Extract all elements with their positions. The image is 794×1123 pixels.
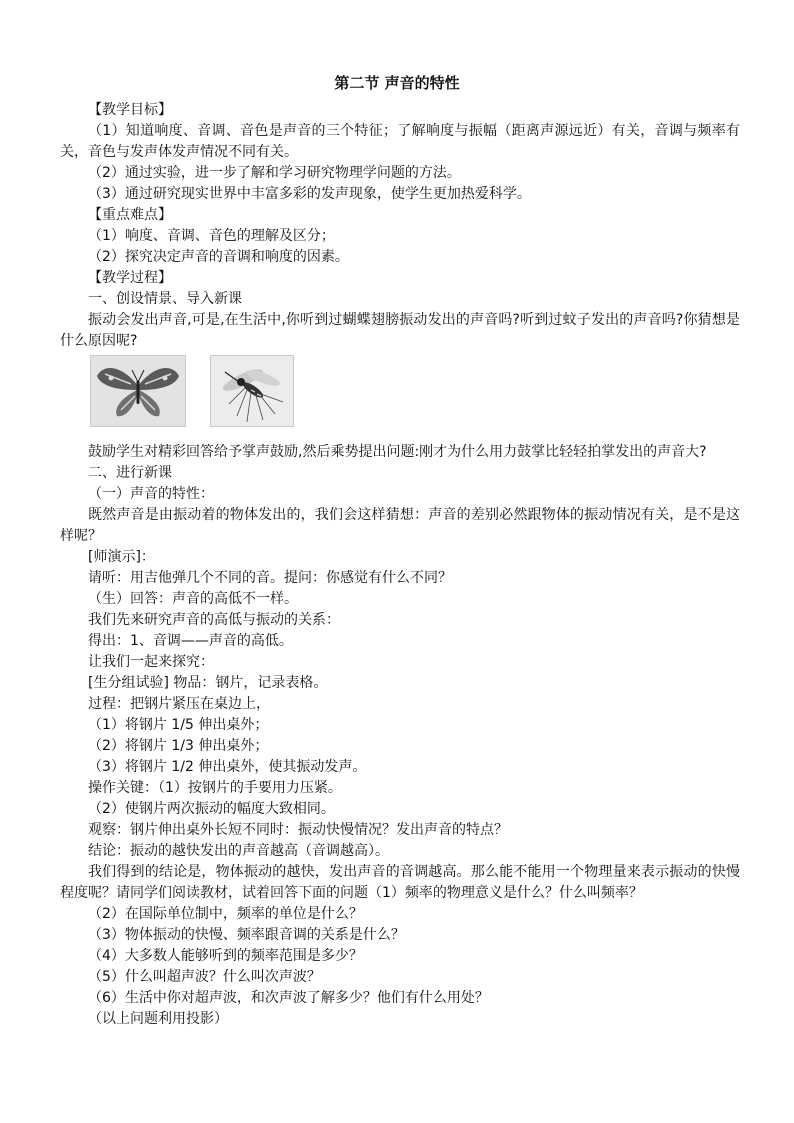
- butterfly-illustration: [91, 356, 185, 426]
- mosquito-illustration: [211, 356, 293, 426]
- paragraph: （2）将钢片 1/3 伸出桌外；: [88, 738, 269, 754]
- paragraph: 鼓励学生对精彩回答给予掌声鼓励,然后乘势提出问题:刚才为什么用力鼓掌比轻轻拍掌发出的声音大?: [88, 444, 707, 460]
- paragraph: （2）在国际单位制中，频率的单位是什么？: [88, 906, 363, 922]
- paragraph: （2）使钢片两次振动的幅度大致相同。: [88, 801, 335, 817]
- paragraph: 操作关键：（1）按钢片的手要用力压紧。: [88, 780, 342, 796]
- paragraph: 过程：把钢片紧压在桌边上，: [88, 696, 270, 712]
- paragraph: （3）物体振动的快慢、频率跟音调的关系是什么？: [88, 927, 405, 943]
- image-row: [60, 355, 740, 433]
- mosquito-photo: [210, 355, 294, 427]
- document-body: [60, 100, 740, 1030]
- paragraph: （2）通过实验，进一步了解和学习研究物理学问题的方法。: [88, 165, 461, 181]
- paragraph: （以上问题利用投影）: [88, 1011, 228, 1027]
- paragraph: 【教学目标】: [88, 102, 172, 118]
- paragraph: （一）声音的特性：: [88, 486, 214, 502]
- paragraph: （1）知道响度、音调、音色是声音的三个特征；了解响度与振幅（距离声源远近）有关，音调与频率有关，音色与发声体发声情况不同有关。: [60, 123, 740, 160]
- paragraph: （3）通过研究现实世界中丰富多彩的发声现象，使学生更加热爱科学。: [88, 186, 531, 202]
- paragraph: （生）回答：声音的高低不一样。: [88, 591, 298, 607]
- paragraph: 观察：钢片伸出桌外长短不同时：振动快慢情况？发出声音的特点？: [88, 822, 508, 838]
- paragraph: 既然声音是由振动着的物体发出的，我们会这样猜想：声音的差别必然跟物体的振动情况有关，是不是这样呢？: [60, 507, 740, 544]
- paragraph: （1）响度、音调、音色的理解及区分；: [88, 228, 335, 244]
- paragraph-group-main: [60, 442, 740, 1030]
- paragraph: （1）将钢片 1/5 伸出桌外；: [88, 717, 269, 733]
- paragraph: （5）什么叫超声波？什么叫次声波？: [88, 969, 321, 985]
- paragraph: 得出：1、音调——声音的高低。: [88, 633, 293, 649]
- paragraph: 二、进行新课: [88, 465, 172, 481]
- paragraph: （6）生活中你对超声波，和次声波了解多少？他们有什么用处？: [88, 990, 489, 1006]
- paragraph: 我们先来研究声音的高低与振动的关系：: [88, 612, 340, 628]
- paragraph: （3）将钢片 1/2 伸出桌外，使其振动发声。: [88, 759, 367, 775]
- paragraph: 我们得到的结论是，物体振动的越快，发出声音的音调越高。那么能不能用一个物理量来表示振动的快慢程度呢？请同学们阅读教材，试着回答下面的问题（1）频率的物理意义是什么？什么叫频率？: [60, 864, 740, 901]
- section-title: 第二节 声音的特性: [334, 74, 460, 92]
- paragraph: 【教学过程】: [88, 270, 172, 286]
- paragraph: 一、创设情景、导入新课: [88, 291, 242, 307]
- paragraph: 让我们一起来探究：: [88, 654, 214, 670]
- paragraph: [师演示]：: [88, 549, 155, 565]
- paragraph: 振动会发出声音,可是,在生活中,你听到过蝴蝶翅膀振动发出的声音吗?听到过蚊子发出的声音吗?你猜想是什么原因呢?: [60, 312, 740, 349]
- butterfly-photo: [90, 355, 186, 427]
- paragraph: 结论：振动的越快发出的声音越高（音调越高）。: [88, 843, 389, 859]
- paragraph: （2）探究决定声音的音调和响度的因素。: [88, 249, 349, 265]
- paragraph: 【重点难点】: [88, 207, 172, 223]
- paragraph-group-intro: [60, 100, 740, 352]
- paragraph: 请听：用吉他弹几个不同的音。提问：你感觉有什么不同？: [88, 570, 452, 586]
- paragraph: [生分组试验] 物品：钢片，记录表格。: [88, 675, 328, 691]
- paragraph: （4）大多数人能够听到的频率范围是多少？: [88, 948, 363, 964]
